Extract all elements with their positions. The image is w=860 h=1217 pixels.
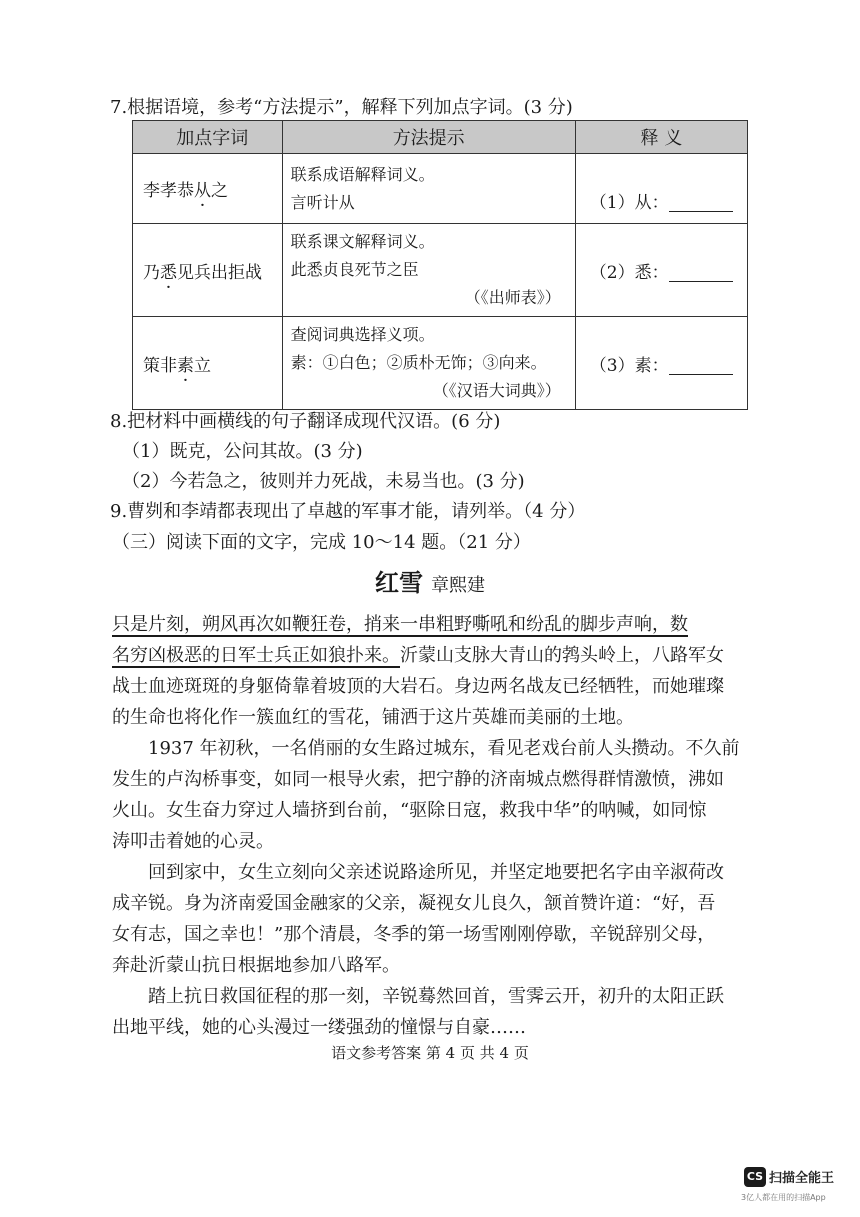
hint-instruction: 联系课文解释词义。 [290, 232, 435, 251]
hint-cell [282, 154, 575, 224]
phrase-cell: 策非素立 [133, 317, 283, 410]
underlined-sentence: 名穷凶极恶的日军士兵正如狼扑来。 [112, 645, 400, 666]
question-8-item-1: （1）既克，公问其故。(3 分) [122, 441, 363, 462]
hint-source: （《出师表》） [464, 288, 561, 307]
table-header-row [133, 121, 748, 154]
question-8-prompt: 8.把材料中画横线的句子翻译成现代汉语。(6 分) [110, 411, 501, 432]
underlined-sentence: 只是片刻，朔风再次如鞭狂卷，捎来一串粗野嘶吼和纷乱的脚步声响，数 [112, 614, 688, 635]
article-paragraph-2: 1937 年初秋，一名俏丽的女生路过城东，看见老戏台前人头攒动。不久前 发生的卢沟桥事变，如同一根导火索，把宁静的济南城点燃得群情激愤，沸如 火山。女生奋力穿过人墙挤到台前，“驱除日寇，救我中华”的呐喊，如同惊 涛叩击着她的心灵。 [112, 738, 740, 852]
page-footer: 语文参考答案 第 4 页 共 4 页 [331, 1044, 529, 1062]
answer-blank[interactable] [669, 193, 733, 212]
phrase-cell: 李孝恭从之 [133, 154, 283, 224]
hint-cell [282, 317, 575, 410]
header-phrase: 加点字词 [133, 121, 283, 154]
article-paragraph-3: 回到家中，女生立刻向父亲述说路途所见，并坚定地要把名字由辛淑荷改 成辛锐。身为济南爱国金融家的父亲，凝视女儿良久，颔首赞许道：“好，吾 女有志，国之幸也！”那个清晨，冬季的第一场雪刚刚停歇，辛锐辞别父母， 奔赴沂蒙山抗日根据地参加八路军。 [112, 862, 724, 976]
watermark-name: 扫描全能王 [769, 1171, 835, 1186]
hint-cell [282, 224, 575, 317]
answer-cell [575, 154, 747, 224]
question-8-item-2: （2）今若急之，彼则并力死战，未易当也。(3 分) [122, 471, 525, 492]
answer-label: （2）悉： [589, 262, 669, 283]
answer-cell [575, 317, 747, 410]
hint-source: （《汉语大词典》） [432, 381, 561, 400]
article-author: 章熙建 [431, 575, 485, 596]
hint-instruction: 查阅词典选择义项。 [290, 325, 435, 344]
table-row [133, 317, 748, 410]
article-title-block [0, 568, 860, 601]
question-7-prompt: 7.根据语境，参考“方法提示”，解释下列加点字词。(3 分) [110, 97, 573, 118]
watermark-subtitle: 3亿人都在用的扫描App [741, 1193, 826, 1202]
hint-example: 此悉贞良死节之臣 [290, 260, 419, 279]
dotted-char: 悉 [160, 262, 177, 283]
hint-example: 言听计从 [290, 192, 355, 212]
section-3-prompt: （三）阅读下面的文字，完成 10～14 题。（21 分） [112, 532, 531, 553]
answer-label: （1）从： [589, 193, 669, 213]
article-paragraph-4: 踏上抗日救国征程的那一刻，辛锐蓦然回首，雪霁云开，初升的太阳正跃 出地平线，她的心头漫过一缕强劲的憧憬与自豪…… [112, 986, 724, 1038]
answer-blank[interactable] [669, 263, 733, 282]
answer-blank[interactable] [669, 356, 733, 375]
scanner-watermark [744, 1166, 834, 1187]
answer-label: （3）素： [589, 355, 669, 376]
vocabulary-table [132, 120, 748, 410]
article-title: 红雪 [375, 568, 423, 597]
hint-instruction: 联系成语解释词义。 [290, 164, 435, 184]
header-method-hint: 方法提示 [282, 121, 575, 154]
dotted-char: 从 [194, 181, 211, 201]
table-row [133, 224, 748, 317]
answer-cell [575, 224, 747, 317]
camscanner-logo-icon: CS [744, 1167, 766, 1187]
dotted-char: 素 [177, 355, 194, 376]
article-paragraph-1: 只是片刻，朔风再次如鞭狂卷，捎来一串粗野嘶吼和纷乱的脚步声响，数 名穷凶极恶的日军士兵正如狼扑来。沂蒙山支脉大青山的鹁头岭上，八路军女 战士血迹斑斑的身躯倚靠着坡顶的大岩石。身边两名战友已经牺牲，而她璀璨 的生命也将化作一簇血红的雪花，铺洒于这片英雄而美丽的土地。 [112, 609, 752, 733]
header-meaning: 释 义 [575, 121, 747, 154]
question-9-prompt: 9.曹刿和李靖都表现出了卓越的军事才能，请列举。（4 分） [110, 501, 586, 522]
table-row [133, 154, 748, 224]
hint-example: 素：①白色；②质朴无饰；③向来。 [290, 353, 547, 372]
phrase-cell: 乃悉见兵出拒战 [133, 224, 283, 317]
